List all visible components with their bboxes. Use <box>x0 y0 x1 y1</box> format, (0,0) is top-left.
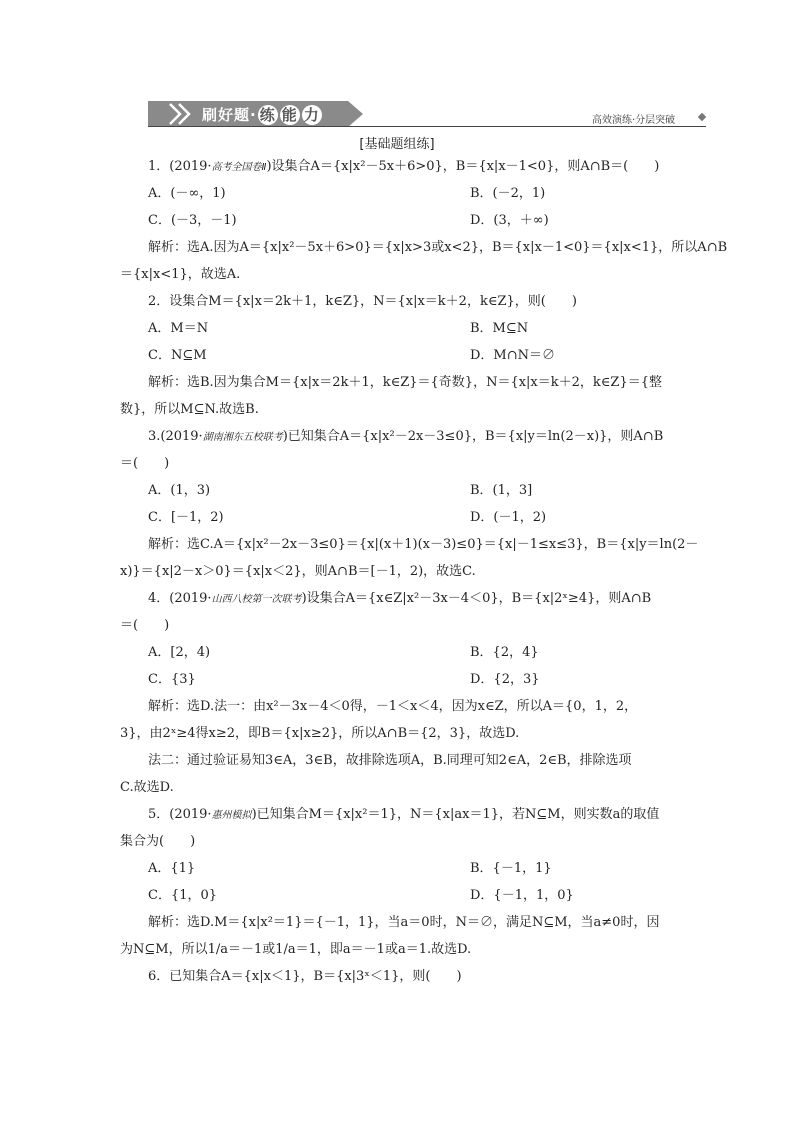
banner-char-2: 能 <box>281 106 298 124</box>
question-prefix: 3.(2019· <box>148 429 203 444</box>
option-text: C．{1，0} <box>148 888 218 903</box>
solution-line: 解析：选C.A＝{x|x²－2x－3≤0}＝{x|(x＋1)(x－3)≤0}＝{x|－1≤x≤3}，B＝{x|y＝ln(2－ <box>148 537 699 552</box>
header-rule <box>148 126 706 127</box>
continuation-line: 为N⊆M，所以1/a＝－1或1/a＝1，即a＝－1或a＝1.故选D. <box>120 942 472 957</box>
question-source: 高考全国卷Ⅱ <box>211 162 267 173</box>
question-line <box>148 590 651 609</box>
option-text: D．{－1，1，0} <box>470 888 574 903</box>
question-stem: )已知集合M＝{x|x²＝1}，N＝{x|ax＝1}，若N⊆M，则实数a的取值 <box>251 807 660 822</box>
continuation-line: ＝( ) <box>120 456 170 471</box>
option-text: A．(－∞，1) <box>148 186 226 201</box>
continuation-line: x)}＝{x|2－x＞0}＝{x|x＜2}，则A∩B＝[－1，2)，故选C. <box>120 564 476 579</box>
question-stem: )设集合A＝{x|x²－5x＋6>0}，B＝{x|x－1<0}，则A∩B＝( ) <box>266 159 660 174</box>
question-source: 惠州模拟 <box>211 810 252 821</box>
section-title: [基础题组练] <box>359 137 435 152</box>
option-text: A．{1} <box>148 861 196 876</box>
continuation-line: 数}，所以M⊆N.故选B. <box>120 402 259 417</box>
solution-line: 法二：通过验证易知3∈A，3∈B，故排除选项A，B.同理可知2∈A，2∈B，排除选项 <box>148 753 632 768</box>
banner-label <box>202 104 323 125</box>
option-text: D．(－1，2) <box>470 510 547 525</box>
question-line <box>148 158 659 177</box>
question-source: 山西八校第一次联考 <box>211 594 302 605</box>
continuation-line: 集合为( ) <box>120 834 196 849</box>
option-text: B．{2，4} <box>470 645 539 660</box>
option-text: B．(1，3] <box>470 483 533 498</box>
question-line <box>148 428 663 447</box>
banner-prefix: 刷好题 <box>202 106 251 124</box>
option-text: C．(－3，－1) <box>148 213 237 228</box>
option-text: A．(1，3) <box>148 483 211 498</box>
option-text: B．(－2，1) <box>470 186 546 201</box>
solution-line: 解析：选B.因为集合M＝{x|x＝2k＋1，k∈Z}＝{奇数}，N＝{x|x＝k＋2，k∈Z}＝{整 <box>148 375 662 390</box>
question-stem: )设集合A＝{x∈Z|x²－3x－4＜0}，B＝{x|2ˣ≥4}，则A∩B <box>301 591 652 606</box>
option-text: C．N⊆M <box>148 348 207 363</box>
solution-line: 解析：选A.因为A＝{x|x²－5x＋6>0}＝{x|x>3或x<2}，B＝{x|x－1<0}＝{x|x<1}，所以A∩B <box>148 240 728 255</box>
question-source: 湖南湘东五校联考 <box>202 432 283 443</box>
question-prefix: 5．(2019· <box>148 807 212 822</box>
option-text: C．{3} <box>148 672 196 687</box>
question-line: 2．设集合M＝{x|x＝2k＋1，k∈Z}，N＝{x|x＝k＋2，k∈Z}，则( ) <box>148 294 577 309</box>
option-text: C．[－1，2) <box>148 510 224 525</box>
option-text: B．{－1，1} <box>470 861 552 876</box>
question-line: 6．已知集合A＝{x|x＜1}，B＝{x|3ˣ＜1}，则( ) <box>148 969 462 984</box>
option-text: D．(3，＋∞) <box>470 213 549 228</box>
continuation-line: ＝( ) <box>120 618 170 633</box>
solution-line: 解析：选D.M＝{x|x²＝1}＝{－1，1}，当a＝0时，N＝∅，满足N⊆M，当a≠0时，因 <box>148 915 660 930</box>
option-text: D．M∩N＝∅ <box>470 348 556 363</box>
question-stem: )已知集合A＝{x|x²－2x－3≤0}，B＝{x|y＝ln(2－x)}，则A∩B <box>282 429 664 444</box>
continuation-line: C.故选D. <box>120 780 174 795</box>
continuation-line: 3}，由2ˣ≥4得x≥2，即B＝{x|x≥2}，所以A∩B＝{2，3}，故选D. <box>120 726 520 741</box>
option-text: B．M⊆N <box>470 321 529 336</box>
option-text: D．{2，3} <box>470 672 540 687</box>
diamond-icon <box>698 113 706 121</box>
solution-line: 解析：选D.法一：由x²－3x－4＜0得，－1＜x＜4，因为x∈Z，所以A＝{0，1，2， <box>148 699 638 714</box>
banner-dot: · <box>250 106 257 124</box>
option-text: A．M＝N <box>148 321 209 336</box>
header-right-tag: 高效演练·分层突破 <box>592 115 676 126</box>
option-text: A．[2，4) <box>148 645 211 660</box>
section-banner <box>148 101 363 127</box>
question-line <box>148 806 659 825</box>
question-prefix: 1．(2019· <box>148 159 212 174</box>
banner-char-1: 练 <box>259 106 276 124</box>
question-prefix: 4．(2019· <box>148 591 212 606</box>
banner-char-3: 力 <box>303 106 320 124</box>
continuation-line: ＝{x|x<1}，故选A. <box>120 267 241 282</box>
